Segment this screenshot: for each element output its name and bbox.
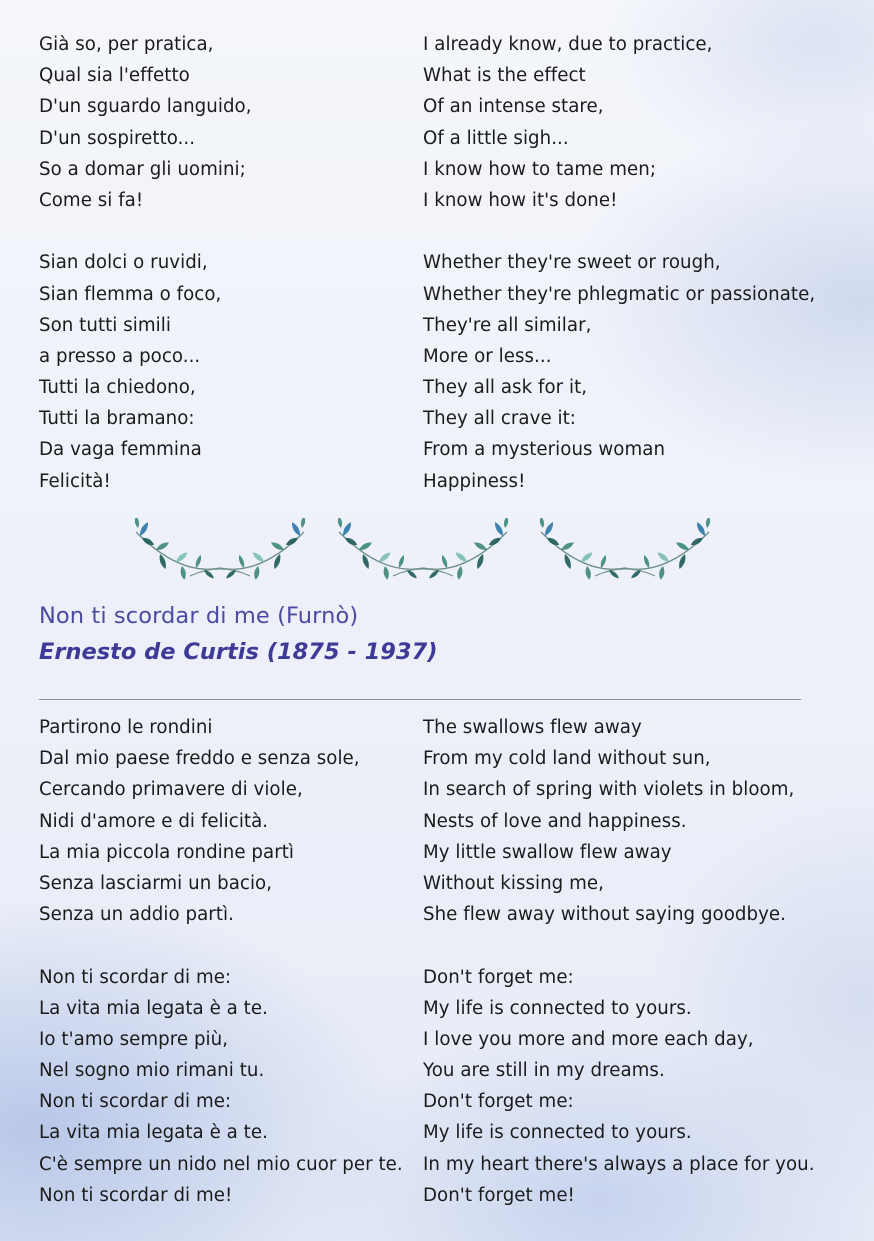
leaf-sprig-icon: [535, 518, 715, 582]
lyric-line: She flew away without saying goodbye.: [423, 904, 786, 926]
lyric-line: Son tutti simili: [39, 314, 171, 336]
lyric-line: Without kissing me,: [423, 872, 604, 894]
english-translation-column: [423, 29, 853, 497]
lyric-line: Tutti la chiedono,: [39, 377, 196, 399]
song-composer: Ernesto de Curtis (1875 - 1937): [39, 639, 438, 665]
lyric-line: Da vaga femmina: [39, 439, 202, 461]
lyric-line: Non ti scordar di me!: [39, 1184, 233, 1206]
lyric-line: Non ti scordar di me:: [39, 1091, 232, 1113]
lyric-line: Don't forget me:: [423, 966, 574, 988]
lyric-line: D'un sospiretto...: [39, 127, 196, 149]
lyric-line: Nel sogno mio rimani tu.: [39, 1060, 265, 1082]
lyric-line: La mia piccola rondine partì: [39, 841, 295, 863]
lyric-line: So a domar gli uomini;: [39, 158, 246, 180]
lyric-line: From my cold land without sun,: [423, 748, 711, 770]
lyric-line: La vita mia legata è a te.: [39, 1122, 268, 1144]
lyric-line: Tutti la bramano:: [39, 408, 195, 430]
lyric-line: Of a little sigh...: [423, 127, 569, 149]
italian-lyrics-column: [39, 712, 409, 1211]
lyric-line: My life is connected to yours.: [423, 997, 692, 1019]
lyric-line: They're all similar,: [423, 314, 592, 336]
lyric-line: My life is connected to yours.: [423, 1122, 692, 1144]
lyric-line: Cercando primavere di viole,: [39, 779, 303, 801]
italian-lyrics-column: [39, 29, 409, 497]
lyric-line: Don't forget me:: [423, 1091, 574, 1113]
leaf-sprig-icon: [333, 518, 513, 582]
lyric-line: Dal mio paese freddo e senza sole,: [39, 748, 360, 770]
lyric-line: Qual sia l'effetto: [39, 65, 190, 87]
lyric-line: Non ti scordar di me:: [39, 966, 232, 988]
lyric-line: Senza un addio partì.: [39, 904, 234, 926]
lyric-line: Whether they're phlegmatic or passionate,: [423, 283, 816, 305]
lyric-line: From a mysterious woman: [423, 439, 666, 461]
lyric-line: Nests of love and happiness.: [423, 810, 687, 832]
lyric-line: Happiness!: [423, 470, 526, 492]
lyric-line: C'è sempre un nido nel mio cuor per te.: [39, 1153, 403, 1175]
lyric-line: The swallows flew away: [423, 717, 642, 738]
lyric-line: My little swallow flew away: [423, 841, 672, 863]
section-divider: [39, 699, 801, 700]
lyric-line: Felicità!: [39, 470, 111, 492]
lyric-line: D'un sguardo languido,: [39, 96, 252, 118]
lyric-line: They all crave it:: [423, 408, 576, 430]
lyric-line: In my heart there's always a place for you.: [423, 1153, 815, 1175]
lyric-line: Don't forget me!: [423, 1184, 575, 1206]
lyric-line: I love you more and more each day,: [423, 1028, 754, 1050]
stanza-break: [39, 216, 409, 247]
lyric-line: In search of spring with violets in bloom,: [423, 779, 795, 801]
lyric-line: Partirono le rondini: [39, 717, 213, 738]
stanza-break: [423, 930, 853, 961]
lyric-line: I already know, due to practice,: [423, 34, 713, 55]
leaf-garland-ornament: [130, 518, 720, 582]
lyric-line: Senza lasciarmi un bacio,: [39, 872, 273, 894]
lyric-line: Sian flemma o foco,: [39, 283, 222, 305]
song-title: Non ti scordar di me (Furnò): [39, 603, 359, 629]
lyric-line: What is the effect: [423, 65, 586, 87]
lyric-line: Sian dolci o ruvidi,: [39, 252, 208, 274]
stanza-break: [423, 216, 853, 247]
lyric-line: I know how to tame men;: [423, 158, 657, 180]
lyric-line: I know how it's done!: [423, 189, 618, 211]
lyric-line: They all ask for it,: [423, 377, 588, 399]
lyric-line: Come si fa!: [39, 189, 144, 211]
lyric-line: You are still in my dreams.: [423, 1060, 665, 1082]
lyric-line: a presso a poco...: [39, 345, 201, 367]
lyric-line: Of an intense stare,: [423, 96, 604, 118]
english-translation-column: [423, 712, 853, 1211]
lyric-line: Whether they're sweet or rough,: [423, 252, 721, 274]
leaf-sprig-icon: [130, 518, 310, 582]
lyric-line: La vita mia legata è a te.: [39, 997, 268, 1019]
lyric-line: More or less...: [423, 345, 552, 367]
lyric-line: Già so, per pratica,: [39, 34, 214, 55]
lyric-line: Nidi d'amore e di felicità.: [39, 810, 269, 832]
lyric-line: Io t'amo sempre più,: [39, 1028, 229, 1050]
stanza-break: [39, 930, 409, 961]
